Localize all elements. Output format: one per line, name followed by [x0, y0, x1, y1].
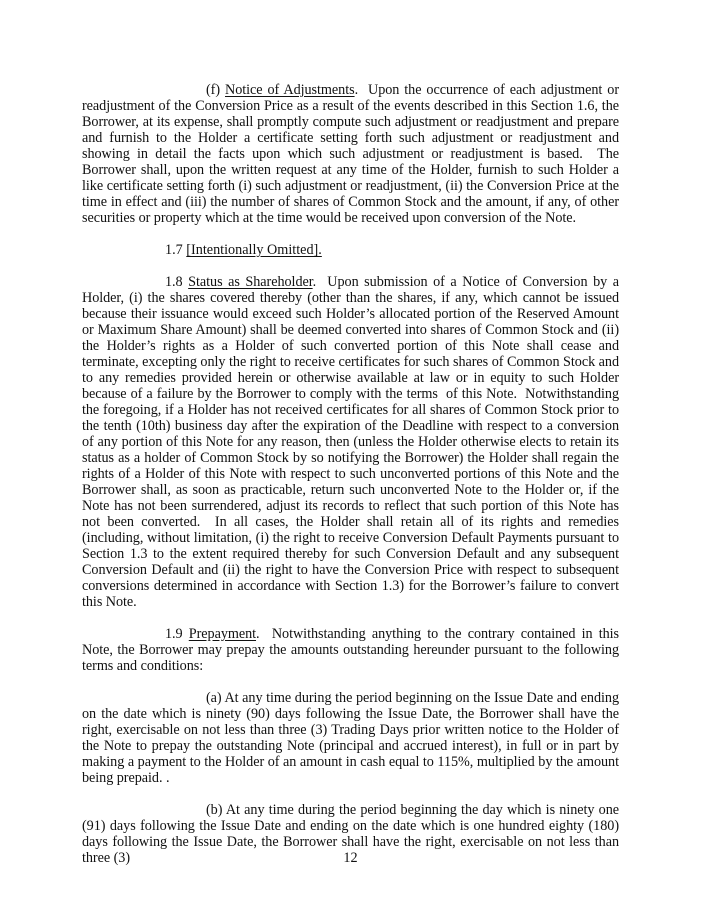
section-1-8-number: 1.8: [165, 274, 183, 290]
section-1-9-prepayment: [82, 626, 623, 674]
section-1-9-number: 1.9: [165, 626, 183, 642]
section-a-label: (a): [206, 690, 222, 706]
section-1-9-title: Prepayment: [188, 626, 257, 642]
section-1-7-number: 1.7: [165, 242, 183, 258]
section-f-label: (f): [206, 82, 221, 98]
section-f-title-suffix: .: [354, 82, 359, 98]
section-b-body: At any time during the period beginning the day which is ninety one (91) days following the Issue Date and ending on the date which is one hundred eighty (180) days following the Issue Date, the Borrower shall have the right, exercisable on not less than three (3): [82, 802, 623, 866]
section-1-9-body: Notwithstanding anything to the contrary contained in this Note, the Borrower may prepay the amounts outstanding hereunder pursuant to the following terms and conditions:: [82, 626, 623, 674]
section-1-7-intentionally-omitted: [82, 242, 619, 258]
section-f-notice-of-adjustments: [82, 82, 623, 226]
section-1-7-title: [Intentionally Omitted].: [186, 242, 322, 258]
section-1-9-title-suffix: .: [256, 626, 260, 642]
section-1-8-body: Upon submission of a Notice of Conversion by a Holder, (i) the shares covered thereby (other than the shares, if any, which cannot be issued because their issuance would exceed such Holder’s allocated portion of the Reserved Amount or Maximum Share Amount) shall be deemed converted into shares of Common Stock and (ii) the Holder’s rights as a Holder of such converted portion of this Note shall cease and terminate, excepting only the right to receive certificates for such shares of Common Stock and to any remedies provided herein or otherwise available at law or in equity to such Holder because of a failure by the Borrower to comply with the terms of this Note. Notwithstanding the foregoing, if a Holder has not received certificates for all shares of Common Stock prior to the tenth (10th) business day after the expiration of the Deadline with respect to a conversion of any portion of this Note for any reason, then (unless the Holder otherwise elects to retain its status as a holder of Common Stock by so notifying the Borrower) the Holder shall regain the rights of a Holder of this Note with respect to such unconverted portions of this Note and the Borrower shall, as soon as practicable, return such unconverted Note to the Holder or, if the Note has not been surrendered, adjust its records to reflect that such portion of this Note has not been converted. In all cases, the Holder shall retain all of its rights and remedies (including, without limitation, (i) the right to receive Conversion Default Payments pursuant to Section 1.3 to the extent required thereby for such Conversion Default and any subsequent Conversion Default and (ii) the right to have the Conversion Price with respect to subsequent conversions determined in accordance with Section 1.3) for the Borrower’s failure to convert this Note.: [82, 274, 623, 610]
section-f-title: Notice of Adjustments: [225, 82, 355, 98]
section-1-8-title: Status as Shareholder: [188, 274, 313, 290]
section-f-body: Upon the occurrence of each adjustment or readjustment of the Conversion Price as a result of the events described in this Section 1.6, the Borrower, at its expense, shall promptly compute such adjustment or readjustment and prepare and furnish to the Holder a certificate setting forth such adjustment or readjustment and showing in detail the facts upon which such adjustment or readjustment is based. The Borrower shall, upon the written request at any time of the Holder, furnish to such Holder a like certificate setting forth (i) such adjustment or readjustment, (ii) the Conversion Price at the time in effect and (iii) the number of shares of Common Stock and the amount, if any, of other securities or property which at the time would be received upon conversion of the Note.: [82, 82, 623, 226]
section-a-body: At any time during the period beginning on the Issue Date and ending on the date which is ninety (90) days following the Issue Date, the Borrower shall have the right, exercisable on not less than three (3) Trading Days prior written notice to the Holder of the Note to prepay the outstanding Note (principal and accrued interest), in full or in part by making a payment to the Holder of an amount in cash equal to 115%, multiplied by the amount being prepaid. .: [82, 690, 623, 786]
section-1-8-title-suffix: .: [312, 274, 317, 290]
page-number: 12: [343, 850, 358, 866]
section-1-8-status-as-shareholder: [82, 274, 623, 610]
document-page: [82, 82, 623, 882]
section-b-label: (b): [206, 802, 223, 818]
section-1-9-a: [82, 690, 623, 786]
